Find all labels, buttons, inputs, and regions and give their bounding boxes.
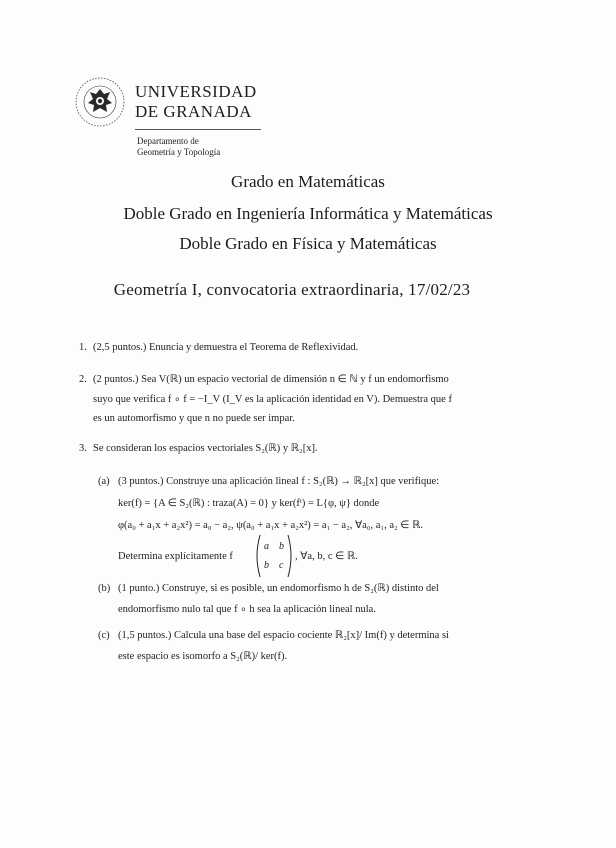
question-3c-line-1: (1,5 puntos.) Calcula una base del espacio cociente ℝ₂[x]/ Im(f) y determina si — [118, 630, 449, 641]
university-name — [135, 82, 257, 122]
degree-title-3: Doble Grado en Física y Matemáticas — [179, 234, 437, 253]
question-3b-line-2: endomorfismo nulo tal que f ∘ h sea la aplicación lineal nula. — [118, 604, 376, 615]
university-name-line1: UNIVERSIDAD — [135, 82, 257, 101]
question-1-text: (2,5 puntos.) Enuncia y demuestra el Teorema de Reflexividad. — [93, 342, 359, 353]
matrix-cell-b-top: b — [279, 541, 284, 552]
question-3a-line-4-prefix: Determina explícitamente f — [118, 551, 233, 562]
degree-title-1: Grado en Matemáticas — [231, 172, 385, 191]
question-3b-line-1: (1 punto.) Construye, si es posible, un endomorfismo h de S₂(ℝ) distinto del — [118, 583, 439, 594]
university-name-line2: DE GRANADA — [135, 102, 252, 121]
question-3a-line-2: ker(f) = {A ∈ S₂(ℝ) : traza(A) = 0} y ker(fᵗ) = L{φ, ψ} donde — [118, 498, 380, 509]
question-3a-line-1: (3 puntos.) Construye una aplicación lineal f : S₂(ℝ) → ℝ₂[x] que verifique: — [118, 476, 440, 487]
matrix — [254, 534, 294, 578]
question-3a-label: (a) — [98, 476, 110, 487]
matrix-cell-a: a — [264, 541, 269, 552]
degree-title-2: Doble Grado en Ingeniería Informática y Matemáticas — [123, 204, 493, 223]
question-1-number: 1. — [79, 342, 87, 353]
exam-title: Geometría I, convocatoria extraordinaria, 17/02/23 — [113, 280, 471, 299]
header-divider — [135, 129, 261, 130]
question-3-intro: Se consideran los espacios vectoriales S₂(ℝ) y ℝ₂[x]. — [93, 443, 318, 454]
department-name — [137, 136, 220, 158]
question-2-line-1: (2 puntos.) Sea V(ℝ) un espacio vectorial de dimensión n ∈ ℕ y f un endomorfismo — [93, 374, 449, 385]
question-3a-line-3: φ(a₀ + a₁x + a₂x²) = a₀ − a₂, ψ(a₀ + a₁x + a₂x²) = a₁ − a₂, ∀a₀, a₁, a₂ ∈ ℝ. — [118, 520, 423, 531]
matrix-cell-c: c — [279, 560, 284, 571]
question-3b-label: (b) — [98, 583, 111, 594]
question-2-line-2: suyo que verifica f ∘ f = −I_V (I_V es la aplicación identidad en V). Demuestra que f — [93, 394, 452, 405]
department-line1: Departamento de — [137, 136, 199, 146]
matrix-cell-b-bottom: b — [264, 560, 269, 571]
matrix-brackets-icon — [254, 534, 294, 578]
university-seal-icon — [74, 76, 126, 128]
question-3c-line-2: este espacio es isomorfo a S₂(ℝ)/ ker(f). — [118, 651, 288, 662]
question-2-line-3: es un automorfismo y que n no puede ser impar. — [93, 413, 295, 424]
question-3c-label: (c) — [98, 630, 110, 641]
question-3a-line-4-suffix: , ∀a, b, c ∈ ℝ. — [295, 551, 358, 562]
question-3-number: 3. — [79, 443, 87, 454]
department-line2: Geometría y Topología — [137, 147, 221, 157]
question-2-number: 2. — [79, 374, 87, 385]
